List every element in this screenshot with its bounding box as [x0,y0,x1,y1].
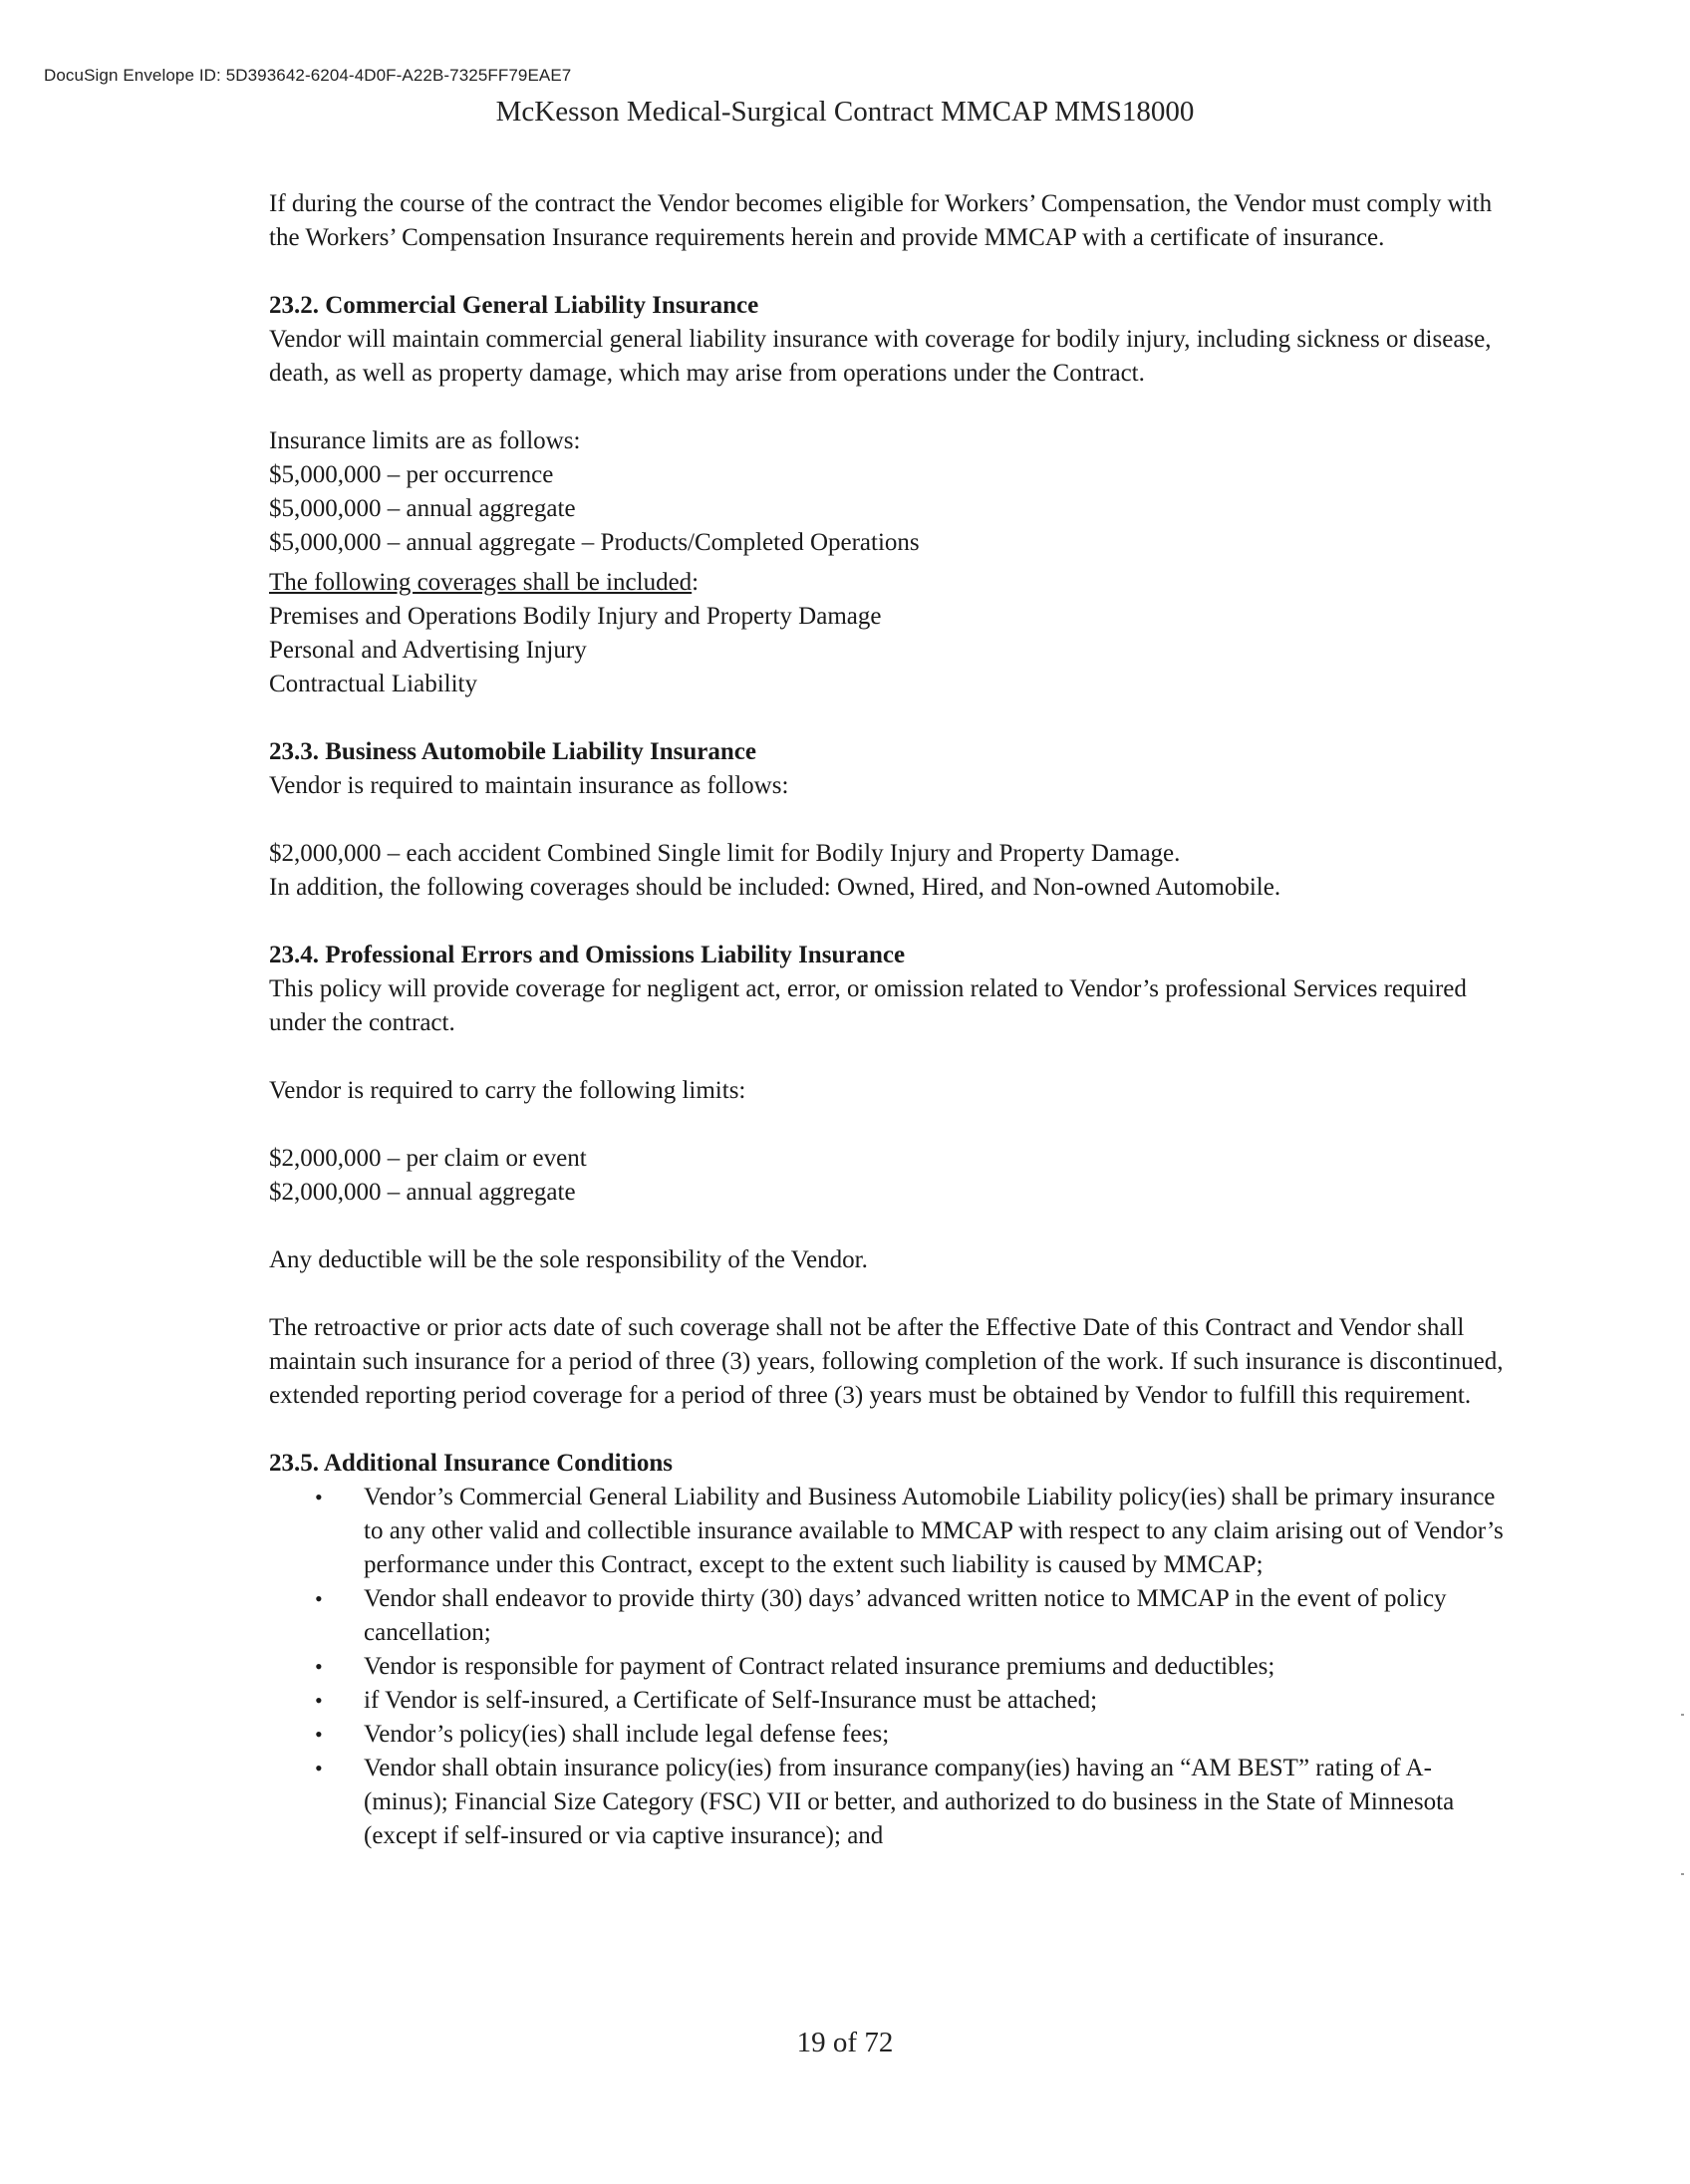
coverage-item: Premises and Operations Bodily Injury and Property Damage [269,603,882,630]
insurance-limits-block [269,424,1515,560]
document-body [269,187,1515,1853]
section-23-5 [269,1447,1515,1853]
bullet-icon: • [315,1485,323,1509]
envelope-id: DocuSign Envelope ID: 5D393642-6204-4D0F-A22B-7325FF79EAE7 [44,66,572,85]
list-item [269,1582,1515,1650]
page-title: McKesson Medical-Surgical Contract MMCAP MMS18000 [495,96,1195,128]
section-heading: 23.5. Additional Insurance Conditions [269,1450,673,1477]
professional-limits-block [269,1142,1515,1210]
scan-mark [1681,1714,1684,1716]
limit-line: $2,000,000 – per claim or event [269,1145,587,1172]
intro-paragraph: If during the course of the contract the Vendor becomes eligible for Workers’ Compensation, the Vendor must comply with the Workers’ Compensation Insurance requirements herein and provide MMCAP with a certificate of insurance. [269,190,1493,251]
bullet-icon: • [315,1756,323,1780]
section-23-3 [269,735,1515,803]
coverage-item: Contractual Liability [269,671,477,697]
section-body: Vendor will maintain commercial general liability insurance with coverage for bodily injury, including sickness or disease, death, as well as property damage, which may arise from operations under the Contract. [269,326,1492,387]
list-item-text: if Vendor is self-insured, a Certificate of Self-Insurance must be attached; [364,1687,1098,1714]
limit-line: $2,000,000 – annual aggregate [269,1179,576,1206]
scan-mark [1681,1873,1684,1875]
section-heading: 23.4. Professional Errors and Omissions Liability Insurance [269,942,906,968]
auto-limits-block [269,837,1515,905]
limit-line: $5,000,000 – annual aggregate – Products/Completed Operations [269,529,920,556]
section-body: Vendor is required to maintain insurance as follows: [269,772,789,799]
coverage-line: In addition, the following coverages should be included: Owned, Hired, and Non-owned Automobile. [269,874,1281,901]
limits-intro: Vendor is required to carry the following limits: [269,1077,746,1104]
page-number: 19 of 72 [796,2027,894,2058]
list-item [269,1481,1515,1582]
section-heading: 23.3. Business Automobile Liability Insurance [269,738,756,765]
conditions-list [269,1481,1515,1853]
list-item [269,1752,1515,1853]
coverages-colon: : [692,569,700,596]
list-item-text: Vendor is responsible for payment of Contract related insurance premiums and deductibles; [364,1653,1275,1680]
section-body: This policy will provide coverage for negligent act, error, or omission related to Vendor’s professional Services required under the contract. [269,975,1467,1036]
list-item-text: Vendor’s policy(ies) shall include legal defense fees; [364,1721,890,1748]
bullet-icon: • [315,1722,323,1747]
limits-intro: Insurance limits are as follows: [269,427,581,454]
list-item-text: Vendor shall endeavor to provide thirty (30) days’ advanced written notice to MMCAP in the event of policy cancellation; [364,1585,1447,1646]
bullet-icon: • [315,1586,323,1611]
list-item [269,1684,1515,1718]
section-heading: 23.2. Commercial General Liability Insurance [269,292,759,319]
limit-line: $5,000,000 – annual aggregate [269,495,576,522]
limit-line: $5,000,000 – per occurrence [269,461,554,488]
list-item-text: Vendor shall obtain insurance policy(ies) from insurance company(ies) having an “AM BEST” rating of A- (minus); Financial Size Category (FSC) VII or better, and authorized to do business in the State of Minnesota (except if self-insured or via captive insurance); and [364,1755,1455,1849]
list-item [269,1650,1515,1684]
section-23-4 [269,939,1515,1040]
bullet-icon: • [315,1654,323,1679]
coverage-item: Personal and Advertising Injury [269,637,587,664]
retroactive-paragraph: The retroactive or prior acts date of such coverage shall not be after the Effective Date of this Contract and Vendor shall maintain such insurance for a period of three (3) years, following completion of the work. If such insurance is discontinued, extended reporting period coverage for a period of three (3) years must be obtained by Vendor to fulfill this requirement. [269,1314,1504,1409]
deductible-paragraph: Any deductible will be the sole responsibility of the Vendor. [269,1246,868,1273]
limit-line: $2,000,000 – each accident Combined Single limit for Bodily Injury and Property Damage. [269,840,1181,867]
list-item-text: Vendor’s Commercial General Liability and Business Automobile Liability policy(ies) shall be primary insurance to any other valid and collectible insurance available to MMCAP with respect to any claim arising out of Vendor’s performance under this Contract, except to the extent such liability is caused by MMCAP; [364,1484,1504,1578]
coverages-label-line [269,566,1515,600]
bullet-icon: • [315,1688,323,1713]
coverages-block [269,566,1515,701]
list-item [269,1718,1515,1752]
coverages-label: The following coverages shall be included [269,569,693,596]
section-23-2 [269,289,1515,391]
